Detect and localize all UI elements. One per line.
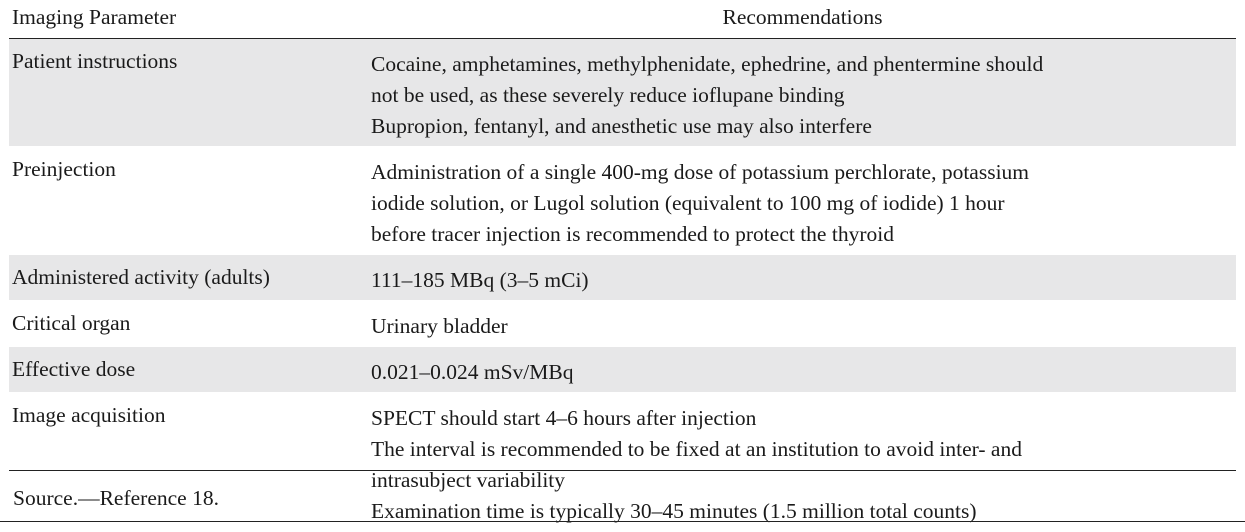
row-recommendations: [371, 255, 1236, 300]
recommendation-item: Examination time is typically 30–45 minutes (1.5 million total counts): [371, 499, 977, 523]
row-parameter: Patient instructions: [12, 49, 178, 73]
table-row: [9, 255, 1236, 301]
row-recommendations: [371, 39, 1236, 146]
table-row: [9, 39, 1236, 147]
parameters-table: [9, 0, 1236, 532]
page-bottom-rule: [0, 521, 1245, 522]
table-bottom-rule: [9, 470, 1236, 471]
recommendation-item: 111–185 MBq (3–5 mCi): [371, 268, 589, 292]
row-parameter: Administered activity (adults): [12, 265, 270, 289]
header-recommendations: Recommendations: [722, 5, 883, 29]
row-parameter: Critical organ: [12, 311, 131, 335]
header-imaging-parameter: Imaging Parameter: [12, 5, 177, 29]
row-parameter: Effective dose: [12, 357, 136, 381]
recommendation-item: Administration of a single 400-mg dose of potassium perchlorate, potassium iodide solution, or Lugol solution (equivalent to 100 mg of iodide) 1 hour before tracer injection is recommended to protect the thyroid: [371, 160, 1030, 246]
table-header-row: [9, 0, 1236, 39]
recommendation-item: 0.021–0.024 mSv/MBq: [371, 360, 574, 384]
table-row: [9, 347, 1236, 393]
row-recommendations: [371, 301, 1236, 346]
row-parameter: Preinjection: [12, 157, 116, 181]
recommendation-item: The interval is recommended to be fixed at an institution to avoid inter- and intrasubject variability: [371, 437, 1022, 492]
table-row: [9, 393, 1236, 532]
recommendation-item: SPECT should start 4–6 hours after injection: [371, 406, 757, 430]
table-row: [9, 147, 1236, 255]
recommendation-item: Urinary bladder: [371, 314, 508, 338]
row-recommendations: [371, 393, 1236, 531]
source-note: Source.—Reference 18.: [13, 486, 219, 510]
row-recommendations: [371, 347, 1236, 392]
recommendation-item: Bupropion, fentanyl, and anesthetic use may also interfere: [371, 114, 872, 138]
row-recommendations: [371, 147, 1236, 254]
table-row: [9, 301, 1236, 347]
recommendation-item: Cocaine, amphetamines, methylphenidate, ephedrine, and phentermine should not be used, as these severely reduce ioflupane binding: [371, 52, 1044, 107]
row-parameter: Image acquisition: [12, 403, 166, 427]
